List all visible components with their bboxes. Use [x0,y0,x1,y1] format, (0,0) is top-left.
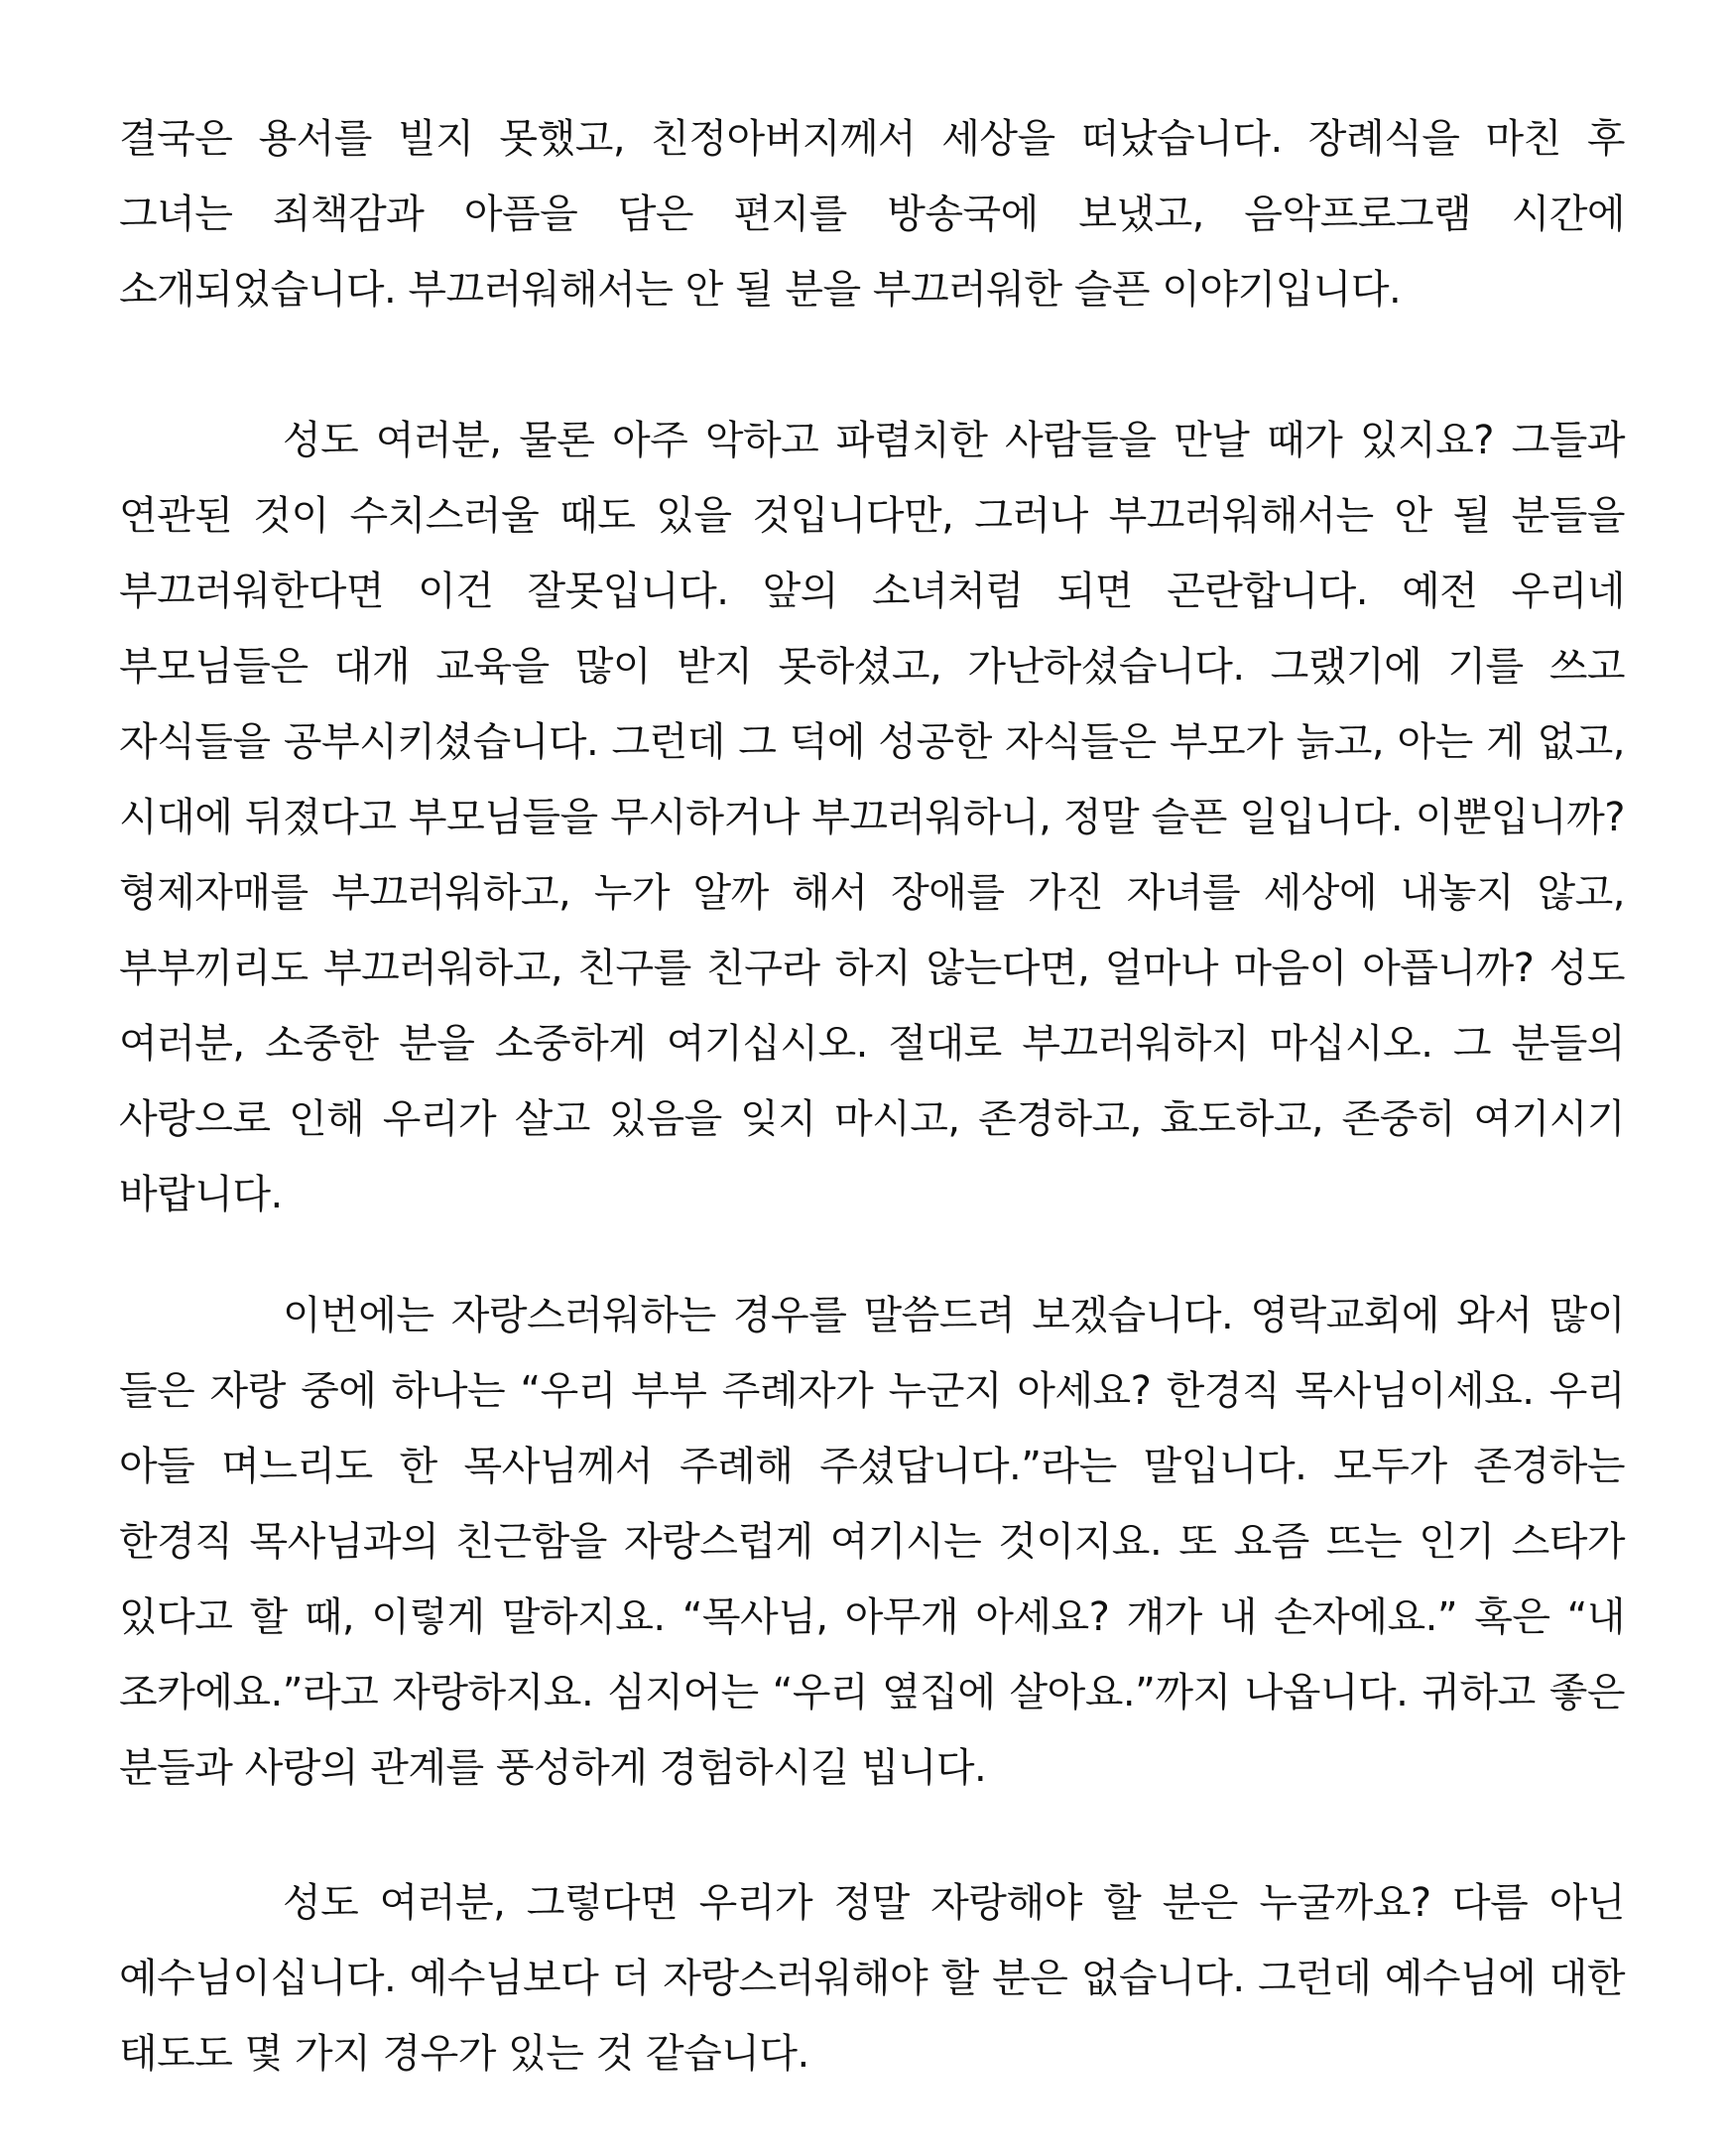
paragraph-4: 성도 여러분, 그렇다면 우리가 정말 자랑해야 할 분은 누굴까요? 다름 아닌 예수님이십니다. 예수님보다 더 자랑스러워해야 할 분은 없습니다. 그런데 예수님에 대한 태도도 몇 가지 경우가 있는 것 같습니다. [119,1880,1625,2077]
paragraph-3: 이번에는 자랑스러워하는 경우를 말씀드려 보겠습니다. 영락교회에 와서 많이 들은 자랑 중에 하나는 “우리 부부 주례자가 누군지 아세요? 한경직 목사님이세요. 우리 아들 며느리도 한 목사님께서 주례해 주셨답니다.”라는 말입니다. 모두가 존경하는 한경직 목사님과의 친근함을 자랑스럽게 여기시는 것이지요. 또 요즘 뜨는 인기 스타가 있다고 할 때, 이렇게 말하지요. “목사님, 아무개 아세요? 걔가 내 손자에요.” 혹은 “내 조카에요.”라고 자랑하지요. 심지어는 “우리 옆집에 살아요.”까지 나옵니다. 귀하고 좋은 분들과 사랑의 관계를 풍성하게 경험하시길 빕니다. [119,1293,1625,1791]
paragraph-1: 결국은 용서를 빌지 못했고, 친정아버지께서 세상을 떠났습니다. 장례식을 마친 후 그녀는 죄책감과 아픔을 담은 편지를 방송국에 보냈고, 음악프로그램 시간에 소개되었습니다. 부끄러워해서는 안 될 분을 부끄러워한 슬픈 이야기입니다. [119,116,1625,313]
paragraph-2: 성도 여러분, 물론 아주 악하고 파렴치한 사람들을 만날 때가 있지요? 그들과 연관된 것이 수치스러울 때도 있을 것입니다만, 그러나 부끄러워해서는 안 될 분들을 부끄러워한다면 이건 잘못입니다. 앞의 소녀처럼 되면 곤란합니다. 예전 우리네 부모님들은 대개 교육을 많이 받지 못하셨고, 가난하셨습니다. 그랬기에 기를 쓰고 자식들을 공부시키셨습니다. 그런데 그 덕에 성공한 자식들은 부모가 늙고, 아는 게 없고, 시대에 뒤졌다고 부모님들을 무시하거나 부끄러워하니, 정말 슬픈 일입니다. 이뿐입니까? 형제자매를 부끄러워하고, 누가 알까 해서 장애를 가진 자녀를 세상에 내놓지 않고, 부부끼리도 부끄러워하고, 친구를 친구라 하지 않는다면, 얼마나 마음이 아픕니까? 성도 여러분, 소중한 분을 소중하게 여기십시오. 절대로 부끄러워하지 마십시오. 그 분들의 사랑으로 인해 우리가 살고 있음을 잊지 마시고, 존경하고, 효도하고, 존중히 여기시기 바랍니다. [119,418,1625,1217]
